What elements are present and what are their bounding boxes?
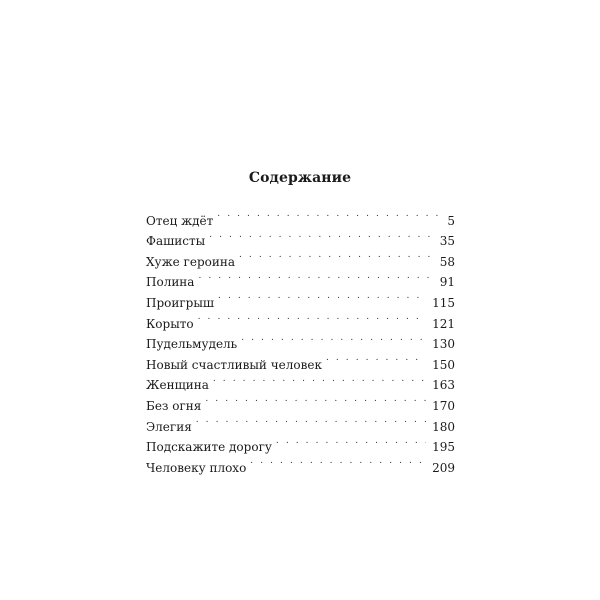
- dot-leader: [213, 369, 426, 390]
- toc-entry-page: 91: [439, 275, 455, 290]
- dot-leader: [276, 431, 426, 452]
- toc-entry-title: Женщина: [146, 378, 209, 393]
- toc-entry-title: Отец ждёт: [146, 213, 214, 228]
- toc-entry-page: 121: [432, 316, 455, 331]
- toc-list: [146, 204, 455, 475]
- dot-leader: [205, 389, 426, 410]
- dot-leader: [239, 245, 434, 266]
- toc-entry-page: 58: [439, 254, 455, 269]
- dot-leader: [198, 266, 433, 287]
- toc-title: Содержание: [248, 170, 352, 186]
- dot-leader: [218, 286, 426, 307]
- toc-entry-title: Проигрыш: [146, 295, 215, 310]
- toc-entry-title: Без огня: [146, 398, 202, 413]
- toc-entry-title: Фашисты: [146, 234, 206, 249]
- toc-entry-title: Пудельмудель: [146, 337, 238, 352]
- dot-leader: [196, 410, 426, 431]
- dot-leader: [217, 204, 441, 225]
- toc-entry-page: 150: [432, 357, 455, 372]
- toc-entry-page: 195: [432, 440, 455, 455]
- toc-entry: [146, 204, 455, 228]
- toc-entry-title: Подскажите дорогу: [146, 440, 272, 455]
- dot-leader: [241, 328, 426, 349]
- toc-entry-page: 163: [432, 378, 455, 393]
- toc-entry-page: 180: [432, 419, 455, 434]
- toc-entry-title: Хуже героина: [146, 254, 236, 269]
- dot-leader: [326, 348, 426, 369]
- toc-entry-title: Новый счастливый человек: [146, 357, 322, 372]
- dot-leader: [198, 307, 426, 328]
- toc-entry-page: 5: [447, 213, 455, 228]
- toc-entry-title: Человеку плохо: [146, 460, 247, 475]
- toc-entry-title: Полина: [146, 275, 195, 290]
- toc-entry-page: 35: [439, 234, 455, 249]
- dot-leader: [209, 225, 434, 246]
- toc-entry-page: 115: [432, 295, 455, 310]
- toc-entry-page: 130: [432, 337, 455, 352]
- toc-entry-page: 209: [432, 460, 455, 475]
- toc-entry-title: Корыто: [146, 316, 194, 331]
- toc-entry-title: Элегия: [146, 419, 192, 434]
- dot-leader: [250, 451, 426, 472]
- toc-entry-page: 170: [432, 398, 455, 413]
